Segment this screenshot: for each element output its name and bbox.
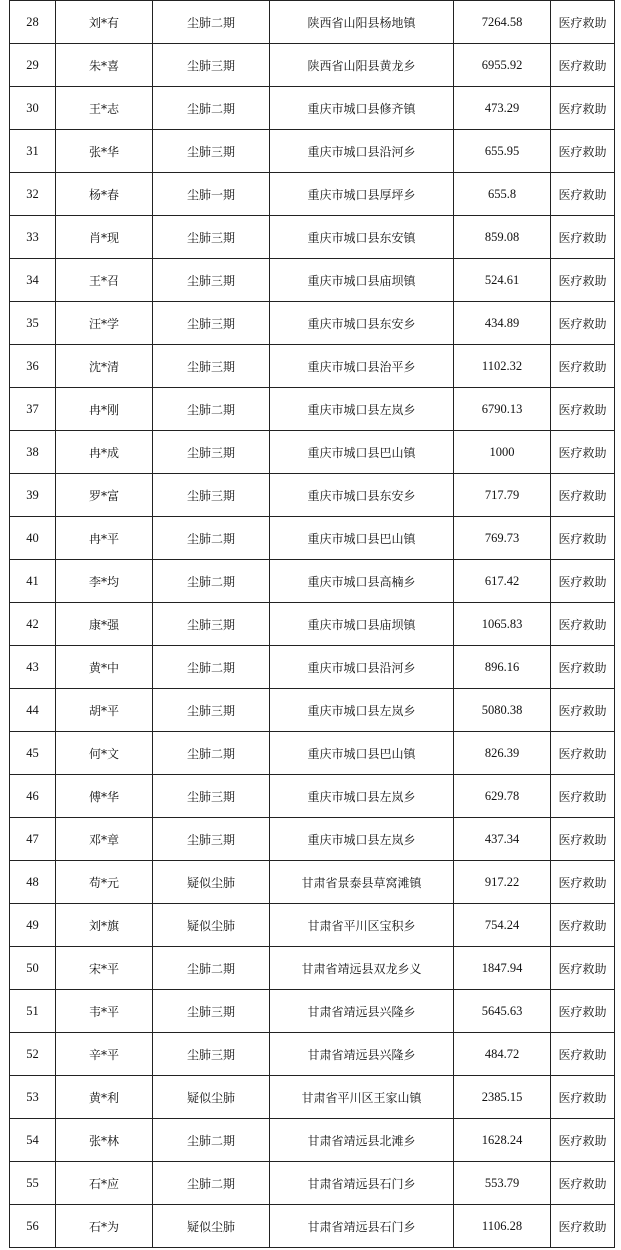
table-row	[10, 474, 615, 517]
name-cell: 罗*富	[56, 474, 153, 517]
name-cell: 王*志	[56, 87, 153, 130]
diagnosis-cell: 疑似尘肺	[153, 904, 270, 947]
row-number-cell: 29	[10, 44, 56, 87]
row-number-cell: 42	[10, 603, 56, 646]
table-row	[10, 990, 615, 1033]
row-number-cell: 51	[10, 990, 56, 1033]
amount-cell: 655.8	[454, 173, 551, 216]
address-cell: 重庆市城口县庙坝镇	[270, 603, 454, 646]
diagnosis-cell: 尘肺三期	[153, 1033, 270, 1076]
amount-cell: 7264.58	[454, 1, 551, 44]
amount-cell: 1065.83	[454, 603, 551, 646]
amount-cell: 6955.92	[454, 44, 551, 87]
diagnosis-cell: 尘肺三期	[153, 130, 270, 173]
row-number-cell: 54	[10, 1119, 56, 1162]
diagnosis-cell: 尘肺三期	[153, 216, 270, 259]
name-cell: 苟*元	[56, 861, 153, 904]
row-number-cell: 34	[10, 259, 56, 302]
aid-type-cell: 医疗救助	[551, 947, 615, 990]
table-row	[10, 431, 615, 474]
aid-recipient-table	[9, 0, 615, 1248]
table-row	[10, 517, 615, 560]
amount-cell: 1102.32	[454, 345, 551, 388]
aid-type-cell: 医疗救助	[551, 1, 615, 44]
table-row	[10, 130, 615, 173]
row-number-cell: 47	[10, 818, 56, 861]
aid-type-cell: 医疗救助	[551, 388, 615, 431]
table-row	[10, 1162, 615, 1205]
row-number-cell: 50	[10, 947, 56, 990]
row-number-cell: 36	[10, 345, 56, 388]
name-cell: 张*林	[56, 1119, 153, 1162]
address-cell: 重庆市城口县巴山镇	[270, 431, 454, 474]
address-cell: 重庆市城口县沿河乡	[270, 130, 454, 173]
row-number-cell: 41	[10, 560, 56, 603]
name-cell: 冉*平	[56, 517, 153, 560]
amount-cell: 859.08	[454, 216, 551, 259]
amount-cell: 5645.63	[454, 990, 551, 1033]
diagnosis-cell: 尘肺一期	[153, 173, 270, 216]
table-row	[10, 173, 615, 216]
row-number-cell: 32	[10, 173, 56, 216]
amount-cell: 826.39	[454, 732, 551, 775]
diagnosis-cell: 尘肺二期	[153, 87, 270, 130]
amount-cell: 434.89	[454, 302, 551, 345]
name-cell: 王*召	[56, 259, 153, 302]
diagnosis-cell: 尘肺三期	[153, 259, 270, 302]
row-number-cell: 33	[10, 216, 56, 259]
table-row	[10, 1205, 615, 1248]
diagnosis-cell: 尘肺二期	[153, 1, 270, 44]
table-row	[10, 689, 615, 732]
address-cell: 陕西省山阳县黄龙乡	[270, 44, 454, 87]
diagnosis-cell: 尘肺三期	[153, 818, 270, 861]
amount-cell: 917.22	[454, 861, 551, 904]
aid-type-cell: 医疗救助	[551, 990, 615, 1033]
diagnosis-cell: 疑似尘肺	[153, 861, 270, 904]
address-cell: 重庆市城口县左岚乡	[270, 775, 454, 818]
row-number-cell: 38	[10, 431, 56, 474]
name-cell: 冉*成	[56, 431, 153, 474]
row-number-cell: 40	[10, 517, 56, 560]
diagnosis-cell: 尘肺三期	[153, 689, 270, 732]
amount-cell: 553.79	[454, 1162, 551, 1205]
table-row	[10, 904, 615, 947]
name-cell: 肖*现	[56, 216, 153, 259]
table-row	[10, 1, 615, 44]
name-cell: 宋*平	[56, 947, 153, 990]
diagnosis-cell: 尘肺三期	[153, 431, 270, 474]
diagnosis-cell: 尘肺二期	[153, 732, 270, 775]
name-cell: 刘*旗	[56, 904, 153, 947]
name-cell: 朱*喜	[56, 44, 153, 87]
aid-type-cell: 医疗救助	[551, 173, 615, 216]
address-cell: 甘肃省平川区宝积乡	[270, 904, 454, 947]
aid-type-cell: 医疗救助	[551, 216, 615, 259]
row-number-cell: 39	[10, 474, 56, 517]
aid-type-cell: 医疗救助	[551, 818, 615, 861]
address-cell: 陕西省山阳县杨地镇	[270, 1, 454, 44]
table-row	[10, 646, 615, 689]
address-cell: 重庆市城口县左岚乡	[270, 388, 454, 431]
diagnosis-cell: 尘肺三期	[153, 603, 270, 646]
row-number-cell: 55	[10, 1162, 56, 1205]
row-number-cell: 49	[10, 904, 56, 947]
name-cell: 汪*学	[56, 302, 153, 345]
amount-cell: 484.72	[454, 1033, 551, 1076]
name-cell: 胡*平	[56, 689, 153, 732]
name-cell: 邓*章	[56, 818, 153, 861]
aid-type-cell: 医疗救助	[551, 44, 615, 87]
aid-type-cell: 医疗救助	[551, 1162, 615, 1205]
aid-type-cell: 医疗救助	[551, 603, 615, 646]
name-cell: 冉*刚	[56, 388, 153, 431]
aid-type-cell: 医疗救助	[551, 775, 615, 818]
name-cell: 辛*平	[56, 1033, 153, 1076]
diagnosis-cell: 疑似尘肺	[153, 1076, 270, 1119]
table-row	[10, 732, 615, 775]
diagnosis-cell: 尘肺二期	[153, 560, 270, 603]
address-cell: 甘肃省靖远县双龙乡义	[270, 947, 454, 990]
row-number-cell: 37	[10, 388, 56, 431]
address-cell: 重庆市城口县高楠乡	[270, 560, 454, 603]
address-cell: 重庆市城口县东安乡	[270, 474, 454, 517]
row-number-cell: 52	[10, 1033, 56, 1076]
address-cell: 重庆市城口县左岚乡	[270, 689, 454, 732]
aid-type-cell: 医疗救助	[551, 689, 615, 732]
table-row	[10, 947, 615, 990]
table-row	[10, 861, 615, 904]
aid-type-cell: 医疗救助	[551, 904, 615, 947]
amount-cell: 473.29	[454, 87, 551, 130]
table-row	[10, 775, 615, 818]
name-cell: 黄*利	[56, 1076, 153, 1119]
address-cell: 甘肃省靖远县石门乡	[270, 1205, 454, 1248]
table-body	[10, 1, 615, 1248]
table-row	[10, 44, 615, 87]
amount-cell: 2385.15	[454, 1076, 551, 1119]
address-cell: 重庆市城口县厚坪乡	[270, 173, 454, 216]
table-row	[10, 345, 615, 388]
address-cell: 重庆市城口县东安镇	[270, 216, 454, 259]
row-number-cell: 31	[10, 130, 56, 173]
table-row	[10, 1033, 615, 1076]
address-cell: 重庆市城口县治平乡	[270, 345, 454, 388]
row-number-cell: 53	[10, 1076, 56, 1119]
aid-type-cell: 医疗救助	[551, 302, 615, 345]
aid-type-cell: 医疗救助	[551, 345, 615, 388]
diagnosis-cell: 尘肺三期	[153, 345, 270, 388]
diagnosis-cell: 尘肺三期	[153, 302, 270, 345]
amount-cell: 769.73	[454, 517, 551, 560]
row-number-cell: 35	[10, 302, 56, 345]
aid-type-cell: 医疗救助	[551, 130, 615, 173]
diagnosis-cell: 尘肺二期	[153, 517, 270, 560]
row-number-cell: 48	[10, 861, 56, 904]
aid-type-cell: 医疗救助	[551, 87, 615, 130]
aid-type-cell: 医疗救助	[551, 861, 615, 904]
address-cell: 重庆市城口县巴山镇	[270, 732, 454, 775]
address-cell: 甘肃省靖远县石门乡	[270, 1162, 454, 1205]
row-number-cell: 56	[10, 1205, 56, 1248]
diagnosis-cell: 尘肺二期	[153, 1162, 270, 1205]
address-cell: 重庆市城口县左岚乡	[270, 818, 454, 861]
address-cell: 甘肃省靖远县兴隆乡	[270, 990, 454, 1033]
diagnosis-cell: 尘肺三期	[153, 775, 270, 818]
table-row	[10, 1119, 615, 1162]
address-cell: 重庆市城口县修齐镇	[270, 87, 454, 130]
diagnosis-cell: 尘肺三期	[153, 990, 270, 1033]
name-cell: 沈*清	[56, 345, 153, 388]
amount-cell: 655.95	[454, 130, 551, 173]
address-cell: 甘肃省平川区王家山镇	[270, 1076, 454, 1119]
name-cell: 何*文	[56, 732, 153, 775]
name-cell: 李*均	[56, 560, 153, 603]
diagnosis-cell: 尘肺二期	[153, 947, 270, 990]
table-row	[10, 603, 615, 646]
name-cell: 刘*有	[56, 1, 153, 44]
row-number-cell: 46	[10, 775, 56, 818]
amount-cell: 896.16	[454, 646, 551, 689]
address-cell: 重庆市城口县巴山镇	[270, 517, 454, 560]
amount-cell: 629.78	[454, 775, 551, 818]
aid-type-cell: 医疗救助	[551, 1076, 615, 1119]
amount-cell: 5080.38	[454, 689, 551, 732]
table-row	[10, 87, 615, 130]
name-cell: 石*为	[56, 1205, 153, 1248]
amount-cell: 1106.28	[454, 1205, 551, 1248]
amount-cell: 524.61	[454, 259, 551, 302]
aid-type-cell: 医疗救助	[551, 732, 615, 775]
aid-type-cell: 医疗救助	[551, 560, 615, 603]
name-cell: 韦*平	[56, 990, 153, 1033]
address-cell: 甘肃省景泰县草窝滩镇	[270, 861, 454, 904]
diagnosis-cell: 尘肺二期	[153, 646, 270, 689]
row-number-cell: 28	[10, 1, 56, 44]
aid-type-cell: 医疗救助	[551, 431, 615, 474]
aid-type-cell: 医疗救助	[551, 646, 615, 689]
address-cell: 重庆市城口县沿河乡	[270, 646, 454, 689]
name-cell: 石*应	[56, 1162, 153, 1205]
diagnosis-cell: 尘肺三期	[153, 474, 270, 517]
amount-cell: 437.34	[454, 818, 551, 861]
amount-cell: 1000	[454, 431, 551, 474]
amount-cell: 6790.13	[454, 388, 551, 431]
diagnosis-cell: 尘肺二期	[153, 1119, 270, 1162]
name-cell: 杨*春	[56, 173, 153, 216]
table-row	[10, 388, 615, 431]
amount-cell: 754.24	[454, 904, 551, 947]
address-cell: 重庆市城口县庙坝镇	[270, 259, 454, 302]
name-cell: 傅*华	[56, 775, 153, 818]
row-number-cell: 44	[10, 689, 56, 732]
name-cell: 康*强	[56, 603, 153, 646]
aid-type-cell: 医疗救助	[551, 517, 615, 560]
table-row	[10, 302, 615, 345]
aid-type-cell: 医疗救助	[551, 1119, 615, 1162]
amount-cell: 1847.94	[454, 947, 551, 990]
aid-type-cell: 医疗救助	[551, 474, 615, 517]
amount-cell: 1628.24	[454, 1119, 551, 1162]
row-number-cell: 43	[10, 646, 56, 689]
name-cell: 张*华	[56, 130, 153, 173]
aid-type-cell: 医疗救助	[551, 1033, 615, 1076]
address-cell: 甘肃省靖远县北滩乡	[270, 1119, 454, 1162]
table-row	[10, 818, 615, 861]
name-cell: 黄*中	[56, 646, 153, 689]
row-number-cell: 30	[10, 87, 56, 130]
table-row	[10, 216, 615, 259]
row-number-cell: 45	[10, 732, 56, 775]
table-row	[10, 560, 615, 603]
table-row	[10, 259, 615, 302]
address-cell: 重庆市城口县东安乡	[270, 302, 454, 345]
diagnosis-cell: 尘肺二期	[153, 388, 270, 431]
table-row	[10, 1076, 615, 1119]
amount-cell: 717.79	[454, 474, 551, 517]
amount-cell: 617.42	[454, 560, 551, 603]
aid-type-cell: 医疗救助	[551, 1205, 615, 1248]
diagnosis-cell: 疑似尘肺	[153, 1205, 270, 1248]
address-cell: 甘肃省靖远县兴隆乡	[270, 1033, 454, 1076]
diagnosis-cell: 尘肺三期	[153, 44, 270, 87]
aid-type-cell: 医疗救助	[551, 259, 615, 302]
